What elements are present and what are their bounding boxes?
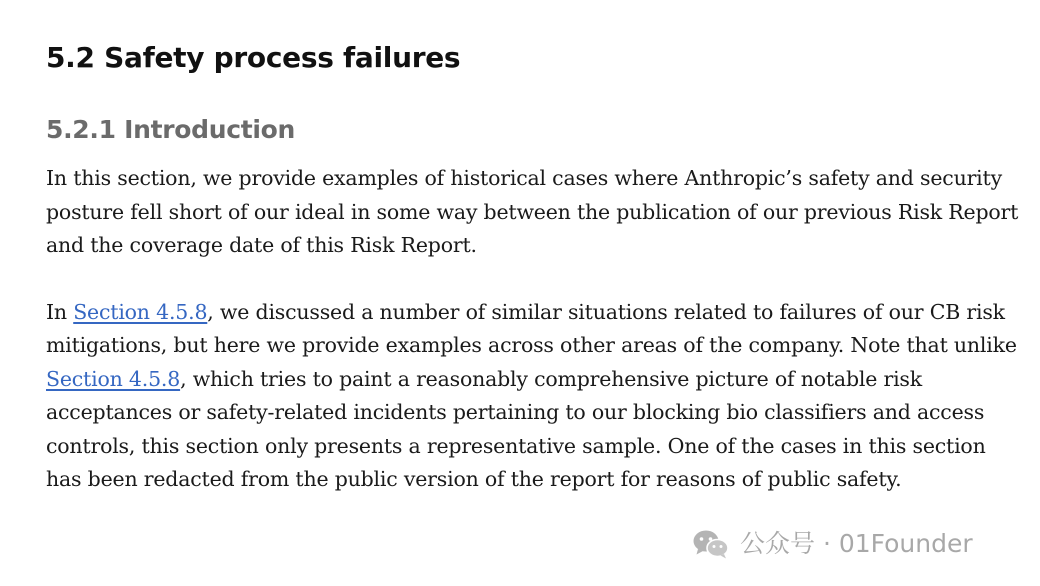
intro-paragraph: In this section, we provide examples of historical cases where Anthropic’s safety and security posture fell short of our ideal in some way between the publication of our previous Risk Report and the coverage date of this Risk Report.	[46, 166, 1019, 257]
scope-text-part-1: In	[46, 299, 74, 324]
wechat-icon	[692, 528, 730, 560]
scope-text-part-2: , we discussed a number of similar situations related to failures of our CB risk mitigations, but here we provide examples across other areas of the company. Note that unlike	[46, 299, 1017, 357]
scope-text-part-3: , which tries to paint a reasonably comprehensive picture of notable risk acceptances or safety-related incidents pertaining to our blocking bio classifiers and access controls, this section only presents a representative sample. One of the cases in this section has been redacted from the public version of the report for reasons of public safety.	[46, 366, 986, 491]
section-heading: 5.2 Safety process failures	[46, 41, 461, 74]
document-page	[46, 38, 1021, 497]
section-4-5-8-link-2[interactable]: Section 4.5.8	[46, 366, 181, 391]
scope-paragraph	[46, 296, 1021, 497]
account-watermark	[692, 524, 973, 564]
watermark-text: 公众号 · 01Founder	[740, 529, 973, 558]
subsection-heading: 5.2.1 Introduction	[46, 115, 296, 144]
section-4-5-8-link[interactable]: Section 4.5.8	[73, 299, 208, 324]
